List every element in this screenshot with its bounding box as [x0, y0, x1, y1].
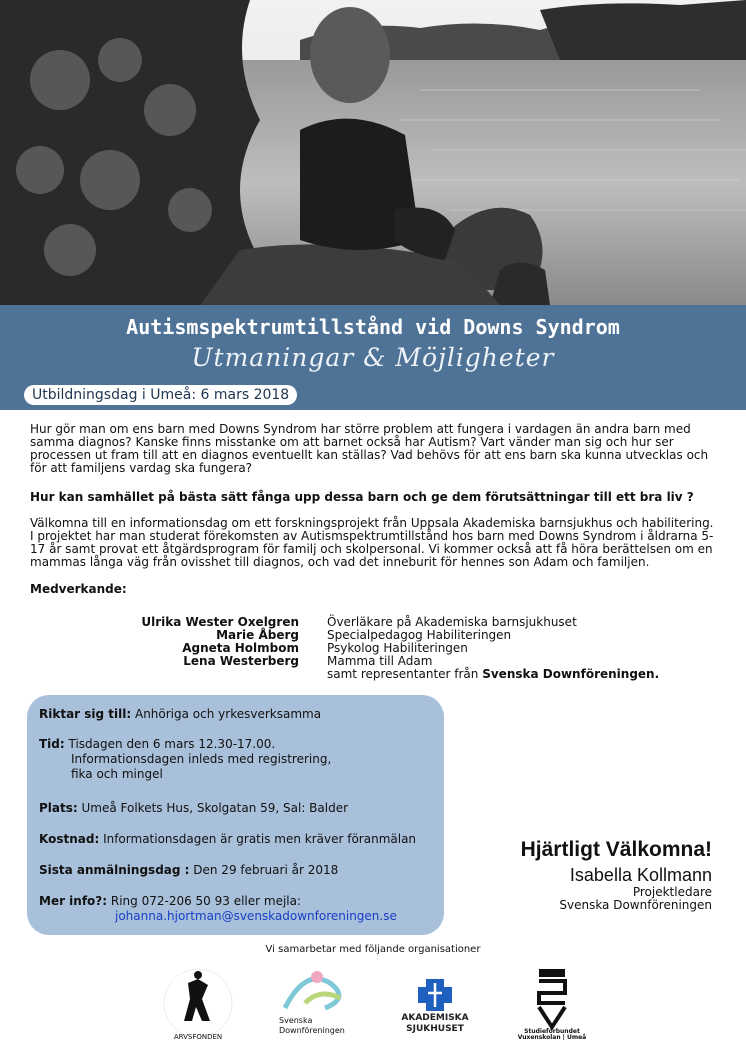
info-paragraph: Välkomna till en informationsdag om ett forskningsprojekt från Uppsala Akademiska barnsjukhus och habilitering. I projektet har man studerat förekomsten av Autismspektrumtillstånd hos barn med Downs Syndrom i åldrarna 5-17 år samt provat ett åtgärdsprogram för familj och skolpersonal. Vi kommer också att få höra berättelsen om en mammas långa väg från ovisshet till diagnos, och vad det inneburit för hennes son Adam och familjen. — [30, 516, 714, 569]
event-details-box — [27, 695, 444, 935]
collaborator-extra-row — [30, 668, 720, 681]
intro-paragraph: Hur gör man om ens barn med Downs Syndrom har större problem att fungera i vardagen än andra barn med samma diagnos? Kanske finns misstanke om att barnet också har Autism? Vart vänder man sig och hur ser processen ut fram till att en diagnos eventuellt kan ställas? Vad behövs för att ens barn ska kunna utvecklas och för att familjens vardag ska fungera? — [30, 422, 709, 475]
partners-heading: Vi samarbetar med följande organisationer — [265, 944, 481, 955]
title-banner — [0, 305, 746, 410]
studieforbundet-line1: Studieförbundet — [524, 1028, 580, 1035]
akademiska-line2: SJUKHUSET — [406, 1024, 464, 1034]
place-label: Plats: — [39, 801, 78, 815]
cost-label: Kostnad: — [39, 832, 100, 846]
organizer-org: Svenska Downföreningen — [559, 898, 712, 912]
collaborator-name: Ulrika Wester Oxelgren — [141, 615, 299, 629]
target-audience — [39, 707, 321, 722]
collaborator-role: Mamma till Adam — [327, 654, 433, 668]
akademiska-icon — [390, 975, 480, 1035]
event-time — [39, 737, 331, 782]
time-line-2: Informationsdagen inleds med registrering, — [71, 752, 332, 766]
collaborator-role: Psykolog Habiliteringen — [327, 641, 468, 655]
place-value: Umeå Folkets Hus, Skolgatan 59, Sal: Balder — [77, 801, 349, 815]
extra-org: Svenska Downföreningen. — [482, 667, 660, 681]
more-info — [39, 894, 397, 924]
welcome-greeting: Hjärtligt Välkomna! — [520, 838, 712, 861]
downforeningen-line1: Svenska — [279, 1016, 313, 1025]
extra-prefix: samt representanter från — [327, 667, 483, 681]
time-label: Tid: — [39, 737, 65, 751]
date-badge: Utbildningsdag i Umeå: 6 mars 2018 — [24, 385, 297, 405]
more-label: Mer info?: — [39, 894, 108, 908]
collaborator-role: Överläkare på Akademiska barnsjukhuset — [327, 615, 577, 629]
target-label: Riktar sig till: — [39, 707, 132, 721]
downforeningen-line2: Downföreningen — [279, 1026, 345, 1035]
collaborator-extra — [327, 668, 659, 681]
event-place — [39, 801, 348, 816]
studieforbundet-line2: Vuxenskolan | Umeå — [517, 1034, 587, 1040]
time-value: Tisdagen den 6 mars 12.30-17.00. — [64, 737, 276, 751]
deadline-label: Sista anmälningsdag : — [39, 863, 190, 877]
collaborator-role: Specialpedagog Habiliteringen — [327, 628, 512, 642]
arvsfonden-text: ARVSFONDEN — [173, 1033, 223, 1041]
deadline-value: Den 29 februari år 2018 — [189, 863, 339, 877]
event-cost — [39, 832, 416, 847]
page-title: Autismspektrumtillstånd vid Downs Syndrom — [126, 315, 620, 339]
arvsfonden-icon — [158, 963, 238, 1043]
target-value: Anhöriga och yrkesverksamma — [131, 707, 322, 721]
organizer-role: Projektledare — [632, 885, 712, 899]
akademiska-logo — [390, 975, 480, 1035]
welcome-block — [521, 838, 712, 912]
organizer-name: Isabella Kollmann — [569, 865, 712, 885]
cost-value: Informationsdagen är gratis men kräver föranmälan — [99, 832, 417, 846]
page-subtitle: Utmaningar & Möjligheter — [191, 343, 555, 372]
studieforbundet-logo — [505, 965, 595, 1040]
collaborators-list — [30, 616, 720, 681]
collaborator-name: Agneta Holmbom — [182, 641, 299, 655]
downforeningen-logo — [275, 963, 355, 1038]
collaborator-name: Marie Åberg — [216, 628, 299, 642]
studieforbundet-icon — [505, 965, 595, 1040]
time-line-3: fika och mingel — [71, 767, 163, 781]
email-link[interactable]: johanna.hjortman@svenskadownforeningen.se — [115, 909, 397, 923]
registration-deadline — [39, 863, 338, 878]
key-question: Hur kan samhället på bästa sätt fånga upp dessa barn och ge dem förutsättningar till ett bra liv ? — [30, 490, 694, 504]
hero-photo — [0, 0, 746, 305]
collaborators-heading: Medverkande: — [30, 582, 127, 596]
arvsfonden-logo — [158, 963, 238, 1043]
akademiska-line1: AKADEMISKA — [401, 1013, 469, 1023]
more-value: Ring 072-206 50 93 eller mejla: — [107, 894, 302, 908]
collaborator-name: Lena Westerberg — [183, 654, 299, 668]
downforeningen-icon — [275, 963, 355, 1038]
